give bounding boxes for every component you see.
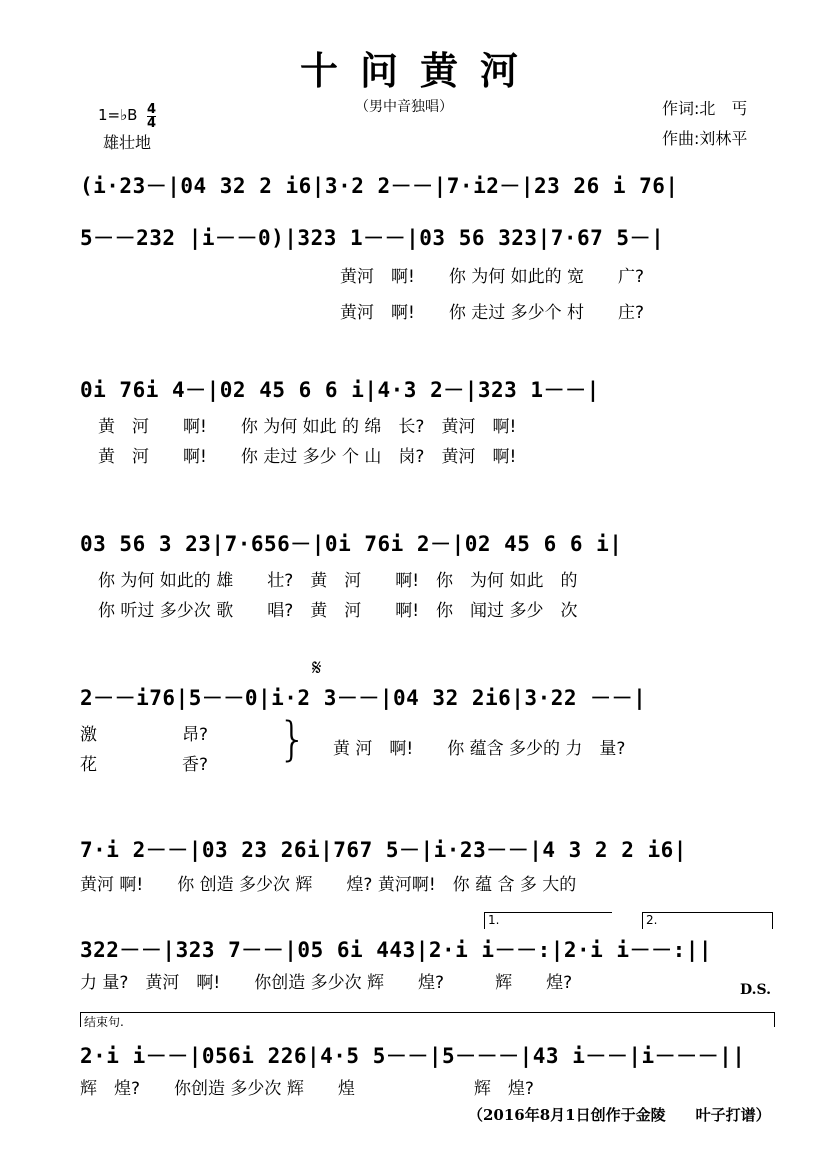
lyricist: 作词:北 丐 [662, 99, 748, 118]
lyric-line-5b: 花 香? [80, 755, 209, 775]
lyric-line-4b: 你 听过 多少次 歌 唱? 黄 河 啊! 你 闻过 多少 次 [98, 601, 578, 621]
music-line-4: 03 56 3 23|7·656－|0i 76i 2－|02 45 6 6 i| [80, 532, 623, 556]
lyric-line-3a: 黄 河 啊! 你 为何 如此 的 绵 长? 黄河 啊! [98, 417, 517, 437]
subtitle: （男中音独唱） [355, 99, 453, 115]
tempo-marking: 雄壮地 [103, 133, 152, 152]
music-line-1: (i·23－|04 32 2 i6|3·2 2－－|7·i2－|23 26 i 76| [80, 174, 679, 198]
music-line-2: 5－－232 |i－－0)|323 1－－|03 56 323|7·67 5－| [80, 226, 665, 250]
segno-sign: 𝄋 [312, 656, 322, 681]
lyric-line-6: 黄河 啊! 你 创造 多少次 辉 煌? 黄河啊! 你 蕴 含 多 大的 [80, 875, 577, 895]
dal-segno-mark: D.S. [740, 982, 772, 998]
lyric-line-2b: 黄河 啊! 你 走过 多少个 村 庄? [340, 303, 645, 323]
lyric-line-5a: 激 昂? [80, 725, 209, 745]
music-line-5: 2－－i76|5－－0|i·2 3－－|04 32 2i6|3·22 －－| [80, 686, 647, 710]
music-line-7: 322－－|323 7－－|05 6i 443|2·i i－－:|2·i i－－:|| [80, 938, 713, 962]
lyric-line-4a: 你 为何 如此的 雄 壮? 黄 河 啊! 你 为何 如此 的 [98, 571, 578, 591]
lyric-line-5-merged: 黄 河 啊! 你 蕴含 多少的 力 量? [333, 739, 626, 759]
music-line-3: 0i 76i 4－|02 45 6 6 i|4·3 2－|323 1－－| [80, 378, 600, 402]
composer: 作曲:刘林平 [662, 129, 748, 148]
time-signature: $\frac{4}{4}$ [147, 102, 157, 131]
lyric-brace: } [278, 712, 308, 766]
lyric-line-3b: 黄 河 啊! 你 走过 多少 个 山 岗? 黄河 啊! [98, 447, 517, 467]
lyric-line-2a: 黄河 啊! 你 为何 如此的 宽 广? [340, 267, 645, 287]
music-line-6: 7·i 2－－|03 23 26i|767 5－|i·23－－|4 3 2 2 i6| [80, 838, 687, 862]
lyric-line-8: 辉 煌? 你创造 多少次 辉 煌 辉 煌? [80, 1079, 534, 1099]
volta-bracket-2: 2. [642, 912, 773, 929]
music-line-8: 2·i i－－|056i 226|4·5 5－－|5－－－|43 i－－|i－－－|| [80, 1044, 746, 1068]
lyric-line-7: 力 量? 黄河 啊! 你创造 多少次 辉 煌? 辉 煌? [80, 973, 573, 993]
footer-note: （2016年8月1日创作于金陵 叶子打谱） [468, 1106, 771, 1124]
song-title: 十问黄河 [299, 48, 540, 93]
ending-bracket: 结束句. [80, 1012, 775, 1027]
key-signature: 1=♭B [98, 106, 138, 124]
volta-bracket-1: 1. [484, 912, 612, 929]
